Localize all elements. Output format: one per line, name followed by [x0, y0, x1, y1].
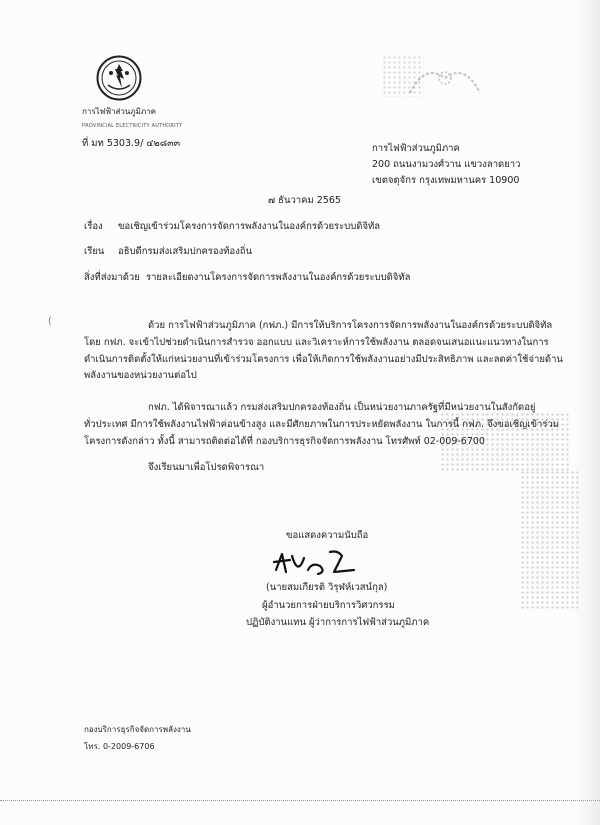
org-name-en: PROVINCIAL ELECTRICITY AUTHORITY	[82, 123, 183, 129]
paragraph-line: ทั่วประเทศ มีการใช้พลังงานไฟฟ้าค่อนข้างสูง และมีศักยภาพในการประหยัดพลังงาน ในการนี้ กฟภ. จึงขอเชิญเข้าร่วม	[84, 418, 560, 430]
address-line-3: เขตจตุจักร กรุงเทพมหานคร 10900	[372, 175, 520, 186]
body-paragraph-1	[84, 318, 563, 385]
paragraph-line: ด้วย การไฟฟ้าส่วนภูมิภาค (กฟภ.) มีการให้บริการโครงการจัดการพลังงานในองค์กรด้วยระบบดิจิทัล	[148, 320, 553, 331]
document-number: ที่ มท 5303.9/ ๔๒๘๓๓	[82, 138, 181, 149]
closing-regards: ขอแสดงความนับถือ	[286, 530, 369, 541]
paragraph-line: ดำเนินการติดตั้งให้แก่หน่วยงานที่เข้าร่วมโครงการ เพื่อให้เกิดการใช้พลังงานอย่างมีประสิทธิภาพ และลดค่าใช้จ่ายด้าน	[84, 353, 563, 365]
subject-label: เรื่อง	[84, 221, 103, 232]
body-paragraph-2	[84, 400, 559, 450]
paragraph-line: กฟภ. ได้พิจารณาแล้ว กรมส่งเสริมปกครองท้องถิ่น เป็นหน่วยงานภาครัฐที่มีหน่วยงานในสังกัดอยู่	[148, 402, 536, 413]
signer-name: (นายสมเกียรติ วิรุฬห์เวสน์กุล)	[266, 582, 388, 593]
paragraph-line: โครงการดังกล่าว ทั้งนี้ สามารถติดต่อได้ที่ กองบริการธุรกิจจัดการพลังงาน โทรศัพท์ 02-009-6700	[84, 435, 485, 447]
address-line-1: การไฟฟ้าส่วนภูมิภาค	[372, 143, 460, 154]
pea-emblem-icon	[96, 55, 142, 101]
scan-noise	[520, 470, 580, 610]
recipient-text: อธิบดีกรมส่งเสริมปกครองท้องถิ่น	[118, 246, 253, 257]
org-name-th: การไฟฟ้าส่วนภูมิภาค	[82, 107, 156, 116]
ghost-emblem-icon	[405, 58, 485, 98]
recipient-label: เรียน	[84, 246, 105, 257]
signature-icon	[268, 546, 368, 578]
subject-text: ขอเชิญเข้าร่วมโครงการจัดการพลังงานในองค์กรด้วยระบบดิจิทัล	[118, 221, 381, 232]
document-date: ๗ ธันวาคม 2565	[268, 195, 341, 206]
footer-phone: โทร. 0-2009-6706	[84, 742, 155, 751]
signer-acting-for: ปฏิบัติงานแทน ผู้ว่าการการไฟฟ้าส่วนภูมิภาค	[246, 617, 430, 628]
address-line-2: 200 ถนนงามวงศ์วาน แขวงลาดยาว	[372, 159, 521, 170]
paragraph-line: โดย กฟภ. จะเข้าไปช่วยดำเนินการสำรวจ ออกแบบ และวิเคราะห์การใช้พลังงาน ตลอดจนเสนอแนะแนวทางในการ	[84, 336, 549, 348]
scan-shadow	[574, 0, 600, 825]
attachment-label: สิ่งที่ส่งมาด้วย	[84, 272, 140, 283]
attachment-text: รายละเอียดงานโครงการจัดการพลังงานในองค์กรด้วยระบบดิจิทัล	[146, 272, 411, 283]
margin-mark: (	[48, 316, 52, 327]
signer-position: ผู้อำนวยการฝ่ายบริการวิศวกรรม	[262, 600, 395, 611]
footer-department: กองบริการธุรกิจจัดการพลังงาน	[84, 725, 191, 734]
fold-line	[0, 800, 600, 802]
body-paragraph-3: จึงเรียนมาเพื่อโปรดพิจารณา	[148, 462, 265, 473]
paragraph-line: พลังงานของหน่วยงานต่อไป	[84, 370, 197, 382]
